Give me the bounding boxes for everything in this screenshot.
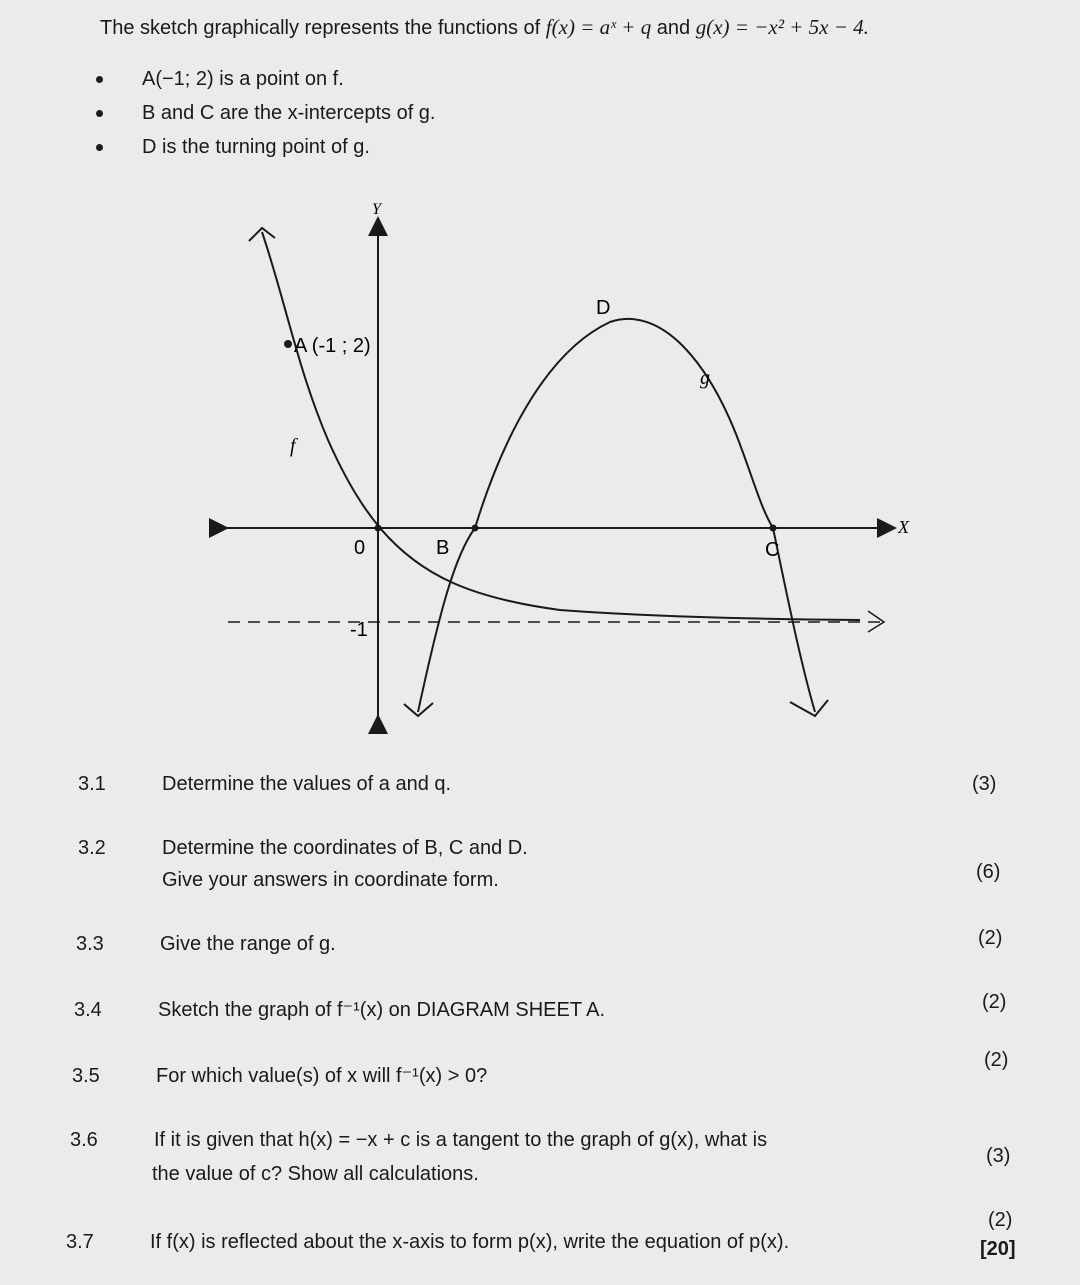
curve-f (262, 232, 860, 620)
question-marks: (3) (972, 773, 997, 795)
question-text: Give the range of g. (160, 933, 336, 955)
x-axis-label: X (898, 517, 909, 537)
question-3-5 (0, 1049, 1080, 1100)
g-definition: g(x) = −x² + 5x − 4. (695, 15, 869, 39)
bullet-text: A(−1; 2) is a point on f. (142, 68, 344, 90)
question-3-2 (0, 832, 1080, 902)
g-label: g (700, 367, 710, 389)
point-a-label: A (-1 ; 2) (294, 335, 371, 357)
question-marks: (2) (978, 927, 1003, 949)
intro-and: and (656, 17, 691, 39)
intro-text: The sketch graphically represents the functions of (100, 17, 541, 39)
question-text: If f(x) is reflected about the x-axis to form p(x), write the equation of p(x). (150, 1231, 790, 1253)
point-b-marker (472, 525, 479, 532)
asymptote-label: -1 (350, 619, 368, 641)
total-marks: [20] (980, 1238, 1016, 1260)
y-axis-label: Y (372, 201, 381, 218)
question-text: If it is given that h(x) = −x + c is a tangent to the graph of g(x), what is (154, 1129, 768, 1151)
point-c-label: C (765, 539, 780, 561)
question-text: Sketch the graph of f⁻¹(x) on DIAGRAM SHEET A. (158, 999, 606, 1021)
point-d-label: D (596, 297, 611, 319)
origin-marker (375, 525, 382, 532)
bullet-text: B and C are the x-intercepts of g. (142, 102, 436, 124)
question-text: Determine the coordinates of B, C and D. (162, 837, 528, 859)
f-label: f (290, 435, 296, 457)
question-number: 3.2 (78, 837, 106, 859)
point-b-label: B (436, 537, 450, 559)
question-number: 3.6 (70, 1129, 98, 1151)
question-marks: (2) (984, 1049, 1009, 1071)
question-3-3 (0, 928, 1080, 968)
question-marks: (2) (988, 1209, 1013, 1231)
question-number: 3.1 (78, 773, 106, 795)
curve-g (418, 319, 815, 712)
question-number: 3.5 (72, 1065, 100, 1087)
point-c-marker (770, 525, 777, 532)
question-3-4 (0, 991, 1080, 1034)
question-text: Determine the values of a and q. (162, 773, 452, 795)
question-marks: (6) (976, 861, 1001, 883)
question-text-line-2: Give your answers in coordinate form. (162, 869, 499, 891)
origin-label: 0 (354, 537, 366, 559)
bullet-text: D is the turning point of g. (142, 136, 370, 158)
question-marks: (2) (982, 991, 1007, 1013)
question-3-6 (0, 1124, 1080, 1194)
question-marks: (3) (986, 1145, 1011, 1167)
curve-g-right-arrow-icon (790, 700, 828, 716)
point-a-marker (284, 340, 292, 348)
question-text: For which value(s) of x will f⁻¹(x) > 0? (156, 1065, 488, 1087)
question-number: 3.4 (74, 999, 102, 1021)
question-number: 3.3 (76, 933, 104, 955)
f-definition: f(x) = aˣ + q (545, 15, 652, 39)
question-text-line-2: the value of c? Show all calculations. (152, 1163, 479, 1185)
question-number: 3.7 (66, 1231, 94, 1253)
question-3-7 (0, 1209, 1080, 1266)
question-3-1 (0, 768, 1080, 808)
